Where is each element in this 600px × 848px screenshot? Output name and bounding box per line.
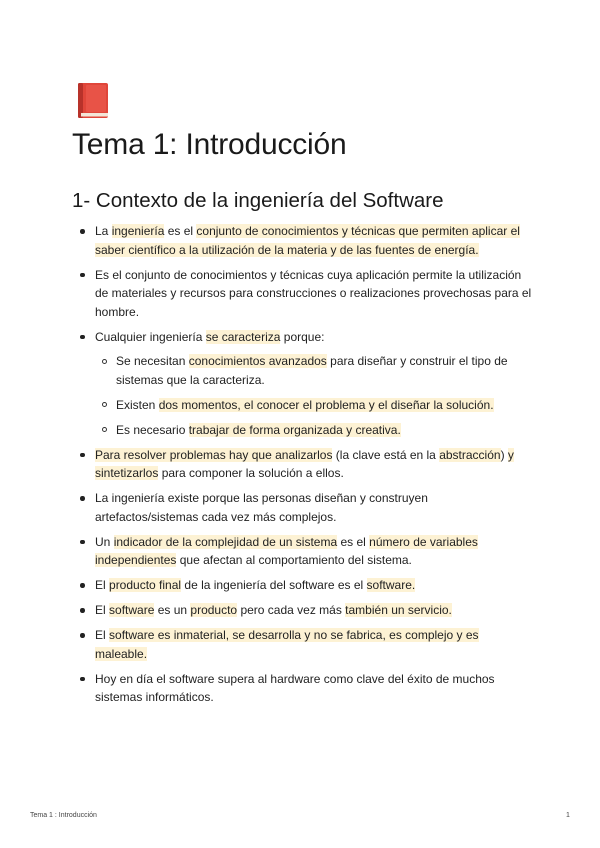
text-segment: La	[95, 224, 112, 238]
highlighted-text: software.	[366, 578, 416, 592]
highlighted-text: producto	[190, 603, 238, 617]
text-segment: El	[95, 578, 110, 592]
text-segment: pero cada vez más	[237, 603, 346, 617]
list-item	[72, 222, 532, 259]
text-segment: La ingeniería existe porque las personas diseñan y construyen artefactos/sistemas cada vez más complejos.	[95, 491, 428, 524]
highlighted-text: software	[109, 603, 155, 617]
footer-title: Tema 1 : Introducción	[30, 812, 97, 819]
highlighted-text: número de variables independientes	[95, 534, 478, 567]
text-segment: porque:	[280, 329, 325, 344]
list-item	[72, 446, 532, 483]
text-segment: Cualquier ingeniería	[95, 329, 206, 344]
page-title: Tema 1: Introducción	[72, 128, 347, 161]
highlighted-text: software es inmaterial, se desarrolla y no se fabrica, es complejo y es maleable.	[95, 628, 479, 661]
list-item	[72, 626, 532, 663]
text-segment: Un	[95, 534, 114, 549]
list-item	[72, 670, 532, 707]
text-segment: es un	[154, 603, 191, 617]
section-heading: 1- Contexto de la ingeniería del Software	[72, 189, 444, 212]
page-number: 1	[566, 812, 570, 819]
highlighted-text: conocimientos avanzados	[188, 354, 327, 368]
list-item	[72, 266, 532, 322]
bullet-list	[72, 222, 532, 713]
text-segment: El	[95, 628, 110, 642]
text-segment: (la clave está en la	[332, 447, 440, 462]
highlighted-text: conjunto de conocimientos y técnicas que permiten aplicar el saber científico a la utilización de la materia y de las fuentes de energía.	[95, 224, 520, 257]
highlighted-text: también un servicio.	[345, 603, 452, 617]
list-item	[72, 576, 532, 595]
list-item	[72, 489, 532, 526]
list-item	[72, 328, 532, 440]
highlighted-text: Para resolver problemas hay que analizarlos	[95, 447, 333, 462]
text-segment: Hoy en día el software supera al hardware como clave del éxito de muchos sistemas informáticos.	[95, 671, 495, 704]
sub-list-item	[95, 352, 532, 389]
text-segment: para diseñar y construir el tipo de sistemas que la caracteriza.	[116, 354, 508, 387]
text-segment: )	[500, 447, 508, 462]
closed-book-icon	[73, 80, 113, 120]
highlighted-text: se caracteriza	[205, 329, 281, 344]
sub-list-item	[95, 421, 532, 440]
highlighted-text: abstracción	[439, 447, 501, 462]
highlighted-text: ingeniería	[111, 224, 165, 238]
list-item	[72, 601, 532, 620]
text-segment: que afectan al comportamiento del sistema.	[176, 553, 412, 567]
highlighted-text: dos momentos, el conocer el problema y el diseñar la solución.	[158, 397, 494, 412]
text-segment: Es necesario	[116, 422, 189, 437]
text-segment: Existen	[116, 397, 159, 412]
sub-list-item	[95, 396, 532, 415]
highlighted-text: trabajar de forma organizada y creativa.	[188, 422, 401, 437]
text-segment: El	[95, 603, 110, 617]
highlighted-text: y sintetizarlos	[95, 447, 514, 480]
sub-list	[95, 352, 532, 439]
text-segment: Se necesitan	[116, 354, 189, 368]
text-segment: de la ingeniería del software es el	[181, 578, 367, 592]
highlighted-text: indicador de la complejidad de un sistema	[113, 534, 338, 549]
text-segment: Es el conjunto de conocimientos y técnicas cuya aplicación permite la utilización de materiales y recursos para construcciones o realizaciones provechosas para el hombre.	[95, 267, 532, 319]
text-segment: es el	[164, 224, 197, 238]
highlighted-text: producto final	[109, 578, 182, 592]
text-segment: para componer la solución a ellos.	[158, 466, 344, 480]
list-item	[72, 533, 532, 570]
text-segment: es el	[337, 534, 370, 549]
